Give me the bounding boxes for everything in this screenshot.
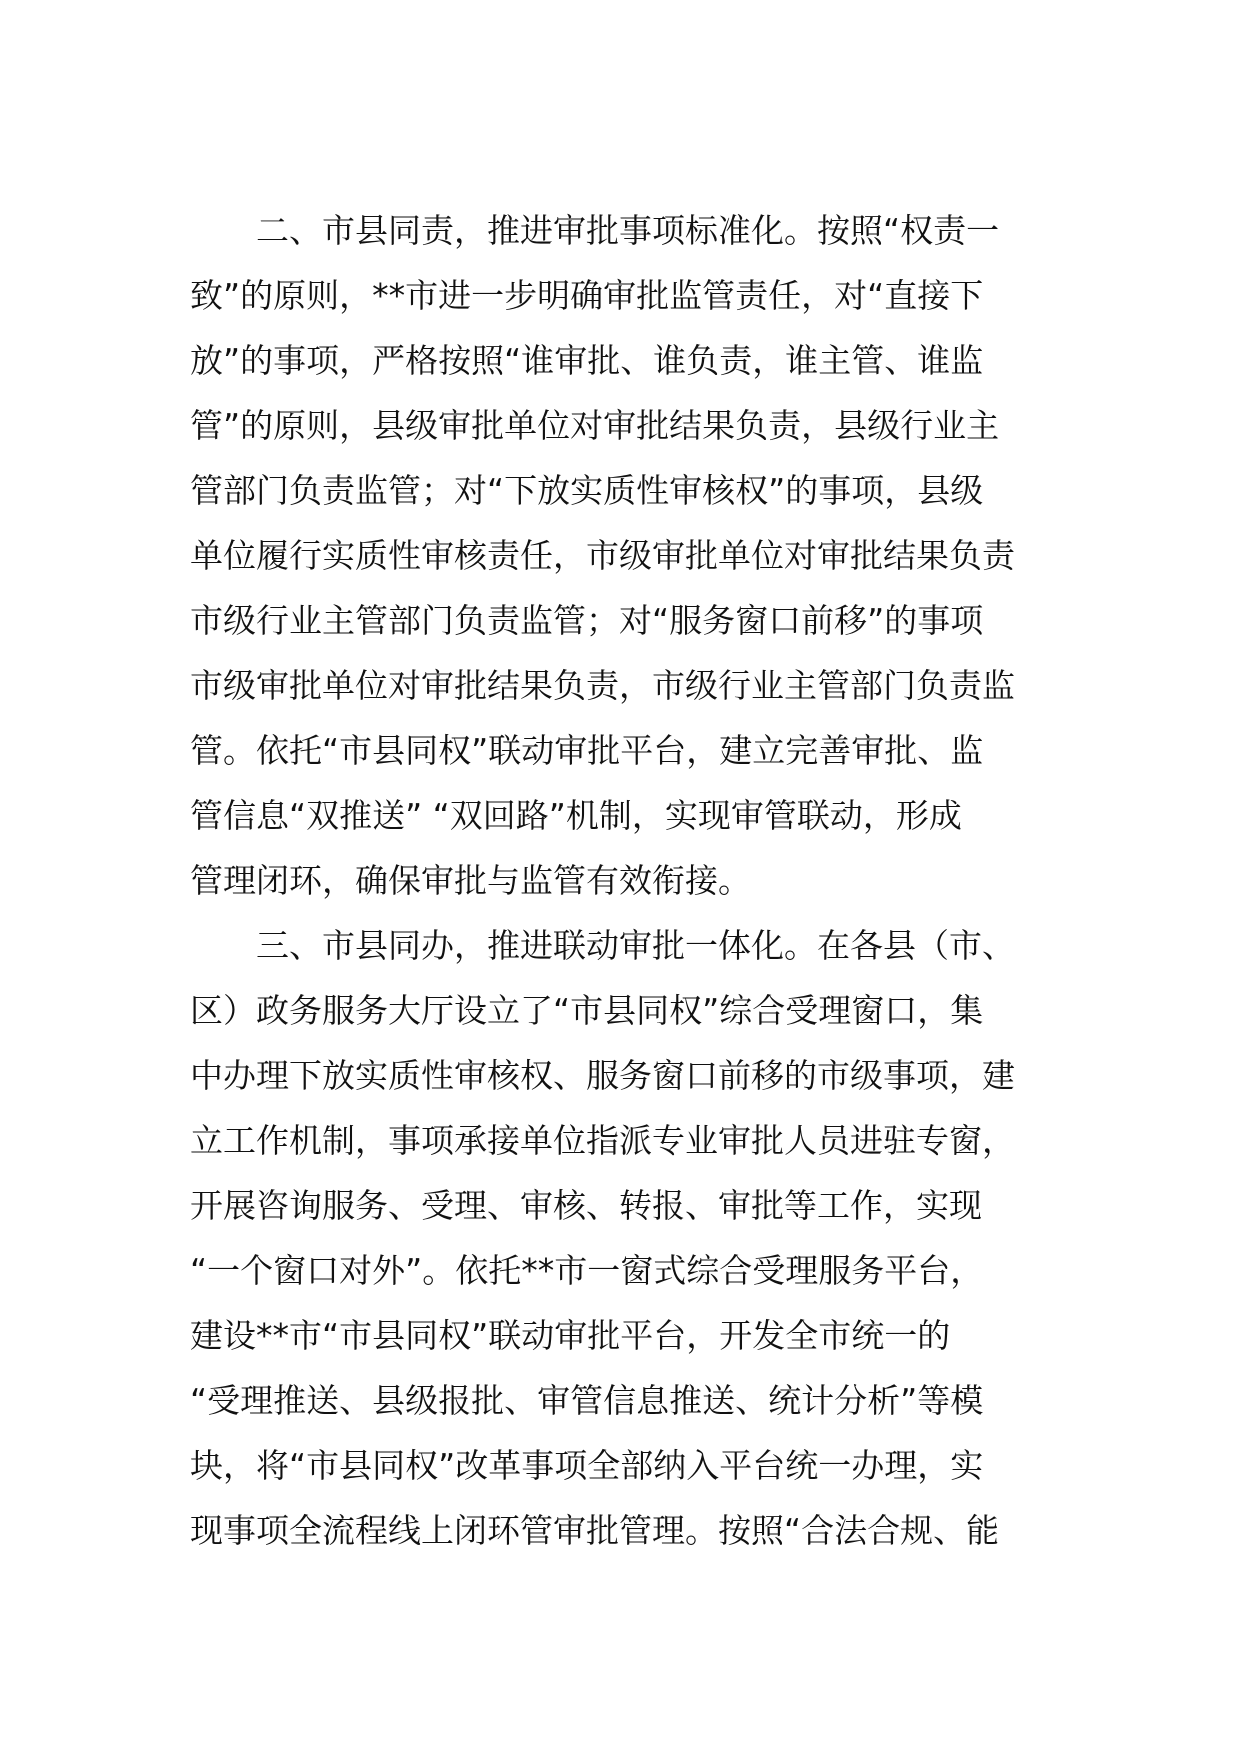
text-line: 建设**市“市县同权”联动审批平台，开发全市统一的	[190, 1316, 951, 1355]
paragraph-section-3	[190, 913, 1060, 1563]
text-line: 管”的原则，县级审批单位对审批结果负责，县级行业主	[190, 406, 1000, 445]
text-line: 立工作机制，事项承接单位指派专业审批人员进驻专窗，	[190, 1121, 1015, 1160]
paragraph-section-2	[190, 198, 1060, 913]
text-line: 中办理下放实质性审核权、服务窗口前移的市级事项，建	[190, 1056, 1015, 1095]
text-line: 开展咨询服务、受理、审核、转报、审批等工作，实现	[190, 1186, 982, 1225]
text-line: 致”的原则，**市进一步明确审批监管责任，对“直接下	[190, 276, 984, 315]
text-line: 市级行业主管部门负责监管；对“服务窗口前移”的事项	[190, 601, 984, 640]
text-line: 市级审批单位对审批结果负责，市级行业主管部门负责监	[190, 666, 1015, 705]
text-line: “一个窗口对外”。依托**市一窗式综合受理服务平台，	[190, 1251, 984, 1290]
text-line: 现事项全流程线上闭环管审批管理。按照“合法合规、能	[190, 1511, 1000, 1550]
text-line: 三、市县同办，推进联动审批一体化。在各县（市、	[256, 926, 1015, 965]
document-body	[190, 198, 1060, 1563]
text-line: 区）政务服务大厅设立了“市县同权”综合受理窗口，集	[190, 991, 984, 1030]
text-line: 管理闭环，确保审批与监管有效衔接。	[190, 861, 751, 900]
text-line: 管。依托“市县同权”联动审批平台，建立完善审批、监	[190, 731, 984, 770]
text-line: 管信息“双推送” “双回路”机制，实现审管联动，形成	[190, 796, 962, 835]
text-line: “受理推送、县级报批、审管信息推送、统计分析”等模	[190, 1381, 984, 1420]
text-line: 块，将“市县同权”改革事项全部纳入平台统一办理，实	[190, 1446, 984, 1485]
text-line: 放”的事项，严格按照“谁审批、谁负责，谁主管、谁监	[190, 341, 984, 380]
text-line: 单位履行实质性审核责任，市级审批单位对审批结果负责	[190, 536, 1015, 575]
text-line: 管部门负责监管；对“下放实质性审核权”的事项，县级	[190, 471, 984, 510]
text-line: 二、市县同责，推进审批事项标准化。按照“权责一	[256, 211, 1000, 250]
